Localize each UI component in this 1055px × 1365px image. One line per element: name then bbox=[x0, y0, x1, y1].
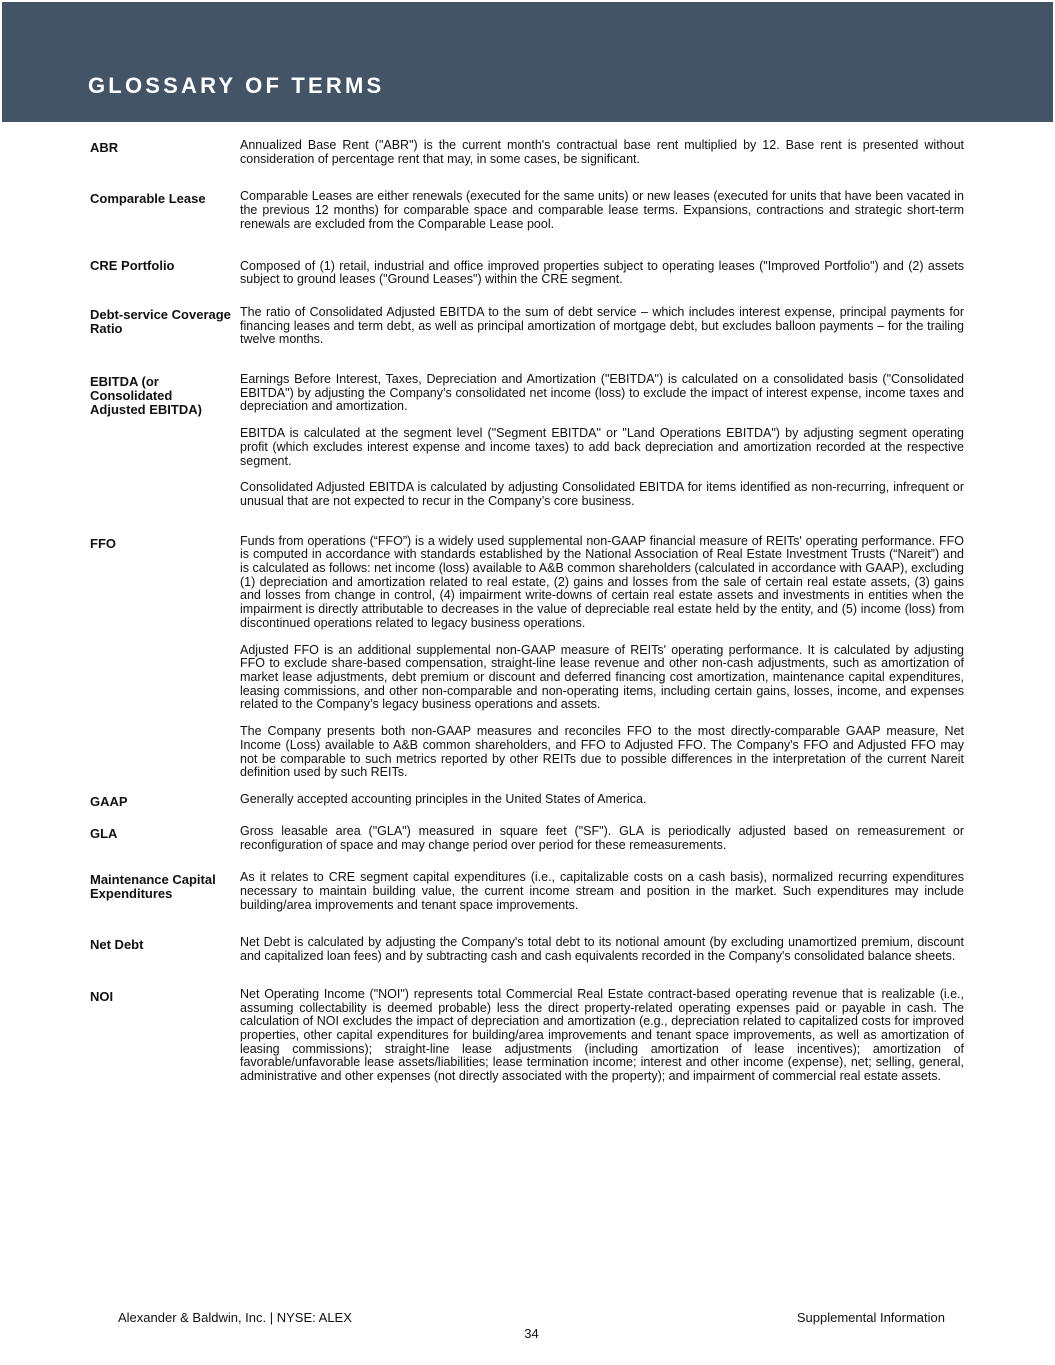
glossary-entry-net-debt bbox=[90, 936, 964, 963]
page-header bbox=[2, 2, 1053, 122]
glossary-definition bbox=[240, 988, 964, 1084]
definition-paragraph: The ratio of Consolidated Adjusted EBITDA to the sum of debt service – which includes interest expense, principal payments for financing leases and term debt, as well as principal amortization of mortgage debt, but excludes balloon payments – for the trailing twelve months. bbox=[240, 304, 964, 347]
glossary-term: FFO bbox=[90, 535, 116, 551]
definition-paragraph: EBITDA is calculated at the segment level ("Segment EBITDA" or "Land Operations EBITDA") by adjusting segment operating profit (which excludes interest expense and income taxes) to add back depreciation and amortization recorded at the respective segment. bbox=[240, 426, 964, 468]
glossary-definition bbox=[240, 139, 964, 166]
definition-paragraph: Net Debt is calculated by adjusting the Company's total debt to its notional amount (by excluding unamortized premium, discount and capitalized loan fees) and by subtracting cash and cash equivalents recorded in the Company's consolidated balance sheets. bbox=[240, 935, 964, 964]
glossary-entry-noi bbox=[90, 988, 964, 1084]
definition-paragraph: Annualized Base Rent ("ABR") is the current month's contractual base rent multiplied by 12. Base rent is presented without consideration of percentage rent that may, in some cases, be significant. bbox=[240, 138, 964, 166]
glossary-entry-maintenance-capital-expenditures bbox=[90, 871, 964, 912]
glossary-definition bbox=[240, 535, 964, 780]
glossary-entry-cre-portfolio bbox=[90, 257, 964, 287]
glossary-entry-ffo bbox=[90, 535, 964, 780]
definition-paragraph: Gross leasable area ("GLA") measured in square feet ("SF"). GLA is periodically adjusted based on remeasurement or reconfiguration of space and may change period over period for these remeasurements. bbox=[240, 823, 964, 852]
glossary-definition bbox=[240, 373, 964, 509]
glossary-list bbox=[90, 139, 964, 1084]
definition-paragraph: Generally accepted accounting principles in the United States of America. bbox=[240, 791, 647, 806]
glossary-entry-debt-service-coverage-ratio bbox=[90, 306, 964, 347]
glossary-term: EBITDA (or Consolidated Adjusted EBITDA) bbox=[90, 374, 202, 418]
glossary-definition bbox=[240, 871, 964, 912]
glossary-term: Comparable Lease bbox=[90, 191, 206, 207]
glossary-term: GLA bbox=[90, 825, 118, 841]
definition-paragraph: The Company presents both non-GAAP measures and reconciles FFO to the most directly-comparable GAAP measure, Net Income (Loss) available to A&B common shareholders, and FFO to Adjusted FFO. The Company's FFO and Adjusted FFO may not be comparable to such metrics reported by other REITs due to possible differences in the interpretation of the current Nareit definition used by such REITs. bbox=[240, 724, 964, 780]
definition-paragraph: Composed of (1) retail, industrial and office improved properties subject to operating leases ("Improved Portfolio") and (2) assets subject to ground leases ("Ground Leases") within the CRE segment. bbox=[240, 258, 964, 287]
glossary-entry-abr bbox=[90, 139, 964, 166]
glossary-term: ABR bbox=[90, 140, 119, 155]
definition-paragraph: Earnings Before Interest, Taxes, Depreciation and Amortization ("EBITDA") is calculated on a consolidated basis ("Consolidated EBITDA") by adjusting the Company’s consolidated net income (loss) to exclude the impact of interest expense, income taxes and depreciation and amortization. bbox=[240, 372, 964, 414]
glossary-definition bbox=[240, 825, 964, 852]
footer-section: Supplemental Information bbox=[796, 1310, 945, 1325]
glossary-definition bbox=[240, 793, 964, 807]
glossary-entry-ebitda bbox=[90, 373, 964, 509]
definition-paragraph: Comparable Leases are either renewals (executed for the same units) or new leases (executed for units that have been vacated in the previous 12 months) for comparable space and comparable lease terms. Expansions, contractions and strategic short-term renewals are excluded from the Comparable Lease pool. bbox=[240, 189, 964, 231]
glossary-definition bbox=[240, 936, 964, 963]
glossary-definition bbox=[240, 257, 964, 287]
glossary-term: NOI bbox=[90, 988, 114, 1004]
definition-paragraph: Consolidated Adjusted EBITDA is calculated by adjusting Consolidated EBITDA for items identified as non-recurring, infrequent or unusual that are not expected to recur in the Company’s core business. bbox=[240, 480, 964, 508]
glossary-definition bbox=[240, 306, 964, 347]
page-number: 34 bbox=[524, 1326, 539, 1341]
glossary-term: Debt-service Coverage Ratio bbox=[90, 306, 231, 336]
glossary-term: CRE Portfolio bbox=[90, 257, 175, 273]
definition-paragraph: As it relates to CRE segment capital expenditures (i.e., capitalizable costs on a cash basis), normalized recurring expenditures necessary to maintain building value, the current income stream and position in the market. Such expenditures may include building/area improvements and tenant space improvements. bbox=[240, 870, 964, 912]
glossary-term: Maintenance Capital Expenditures bbox=[90, 872, 216, 902]
definition-paragraph: Net Operating Income ("NOI") represents total Commercial Real Estate contract-based operating revenue that is realizable (i.e., assuming collectability is deemed probable) less the direct property-related operating expenses paid or payable in cash. The calculation of NOI excludes the impact of depreciation and amortization (e.g., depreciation related to capitalized costs for improved properties, other capital expenditures for building/area improvements and tenant space improvements, as well as amortization of leasing commissions); straight-line lease adjustments (including amortization of lease incentives); amortization of favorable/unfavorable lease assets/liabilities; lease termination income; interest and other income (expense), net; selling, general, administrative and other expenses (not directly associated with the property); and impairment of commercial real estate assets. bbox=[240, 986, 964, 1084]
glossary-definition bbox=[240, 190, 964, 231]
footer-company: Alexander & Baldwin, Inc. | NYSE: ALEX bbox=[118, 1310, 352, 1325]
glossary-entry-gaap bbox=[90, 793, 964, 809]
glossary-term: Net Debt bbox=[90, 937, 144, 953]
glossary-entry-comparable-lease bbox=[90, 190, 964, 231]
definition-paragraph: Adjusted FFO is an additional supplemental non-GAAP measure of REITs' operating performance. It is calculated by adjusting FFO to exclude share-based compensation, straight-line lease revenue and other non-cash adjustments, such as amortization of market lease adjustments, debt premium or discount and deferred financing cost amortization, maintenance capital expenditures, leasing commissions, and other non-comparable and non-operating items, including certain gains, losses, income, and expenses related to the Company’s legacy business operations and assets. bbox=[240, 642, 964, 712]
page-title: GLOSSARY OF TERMS bbox=[88, 73, 385, 98]
definition-paragraph: Funds from operations (“FFO”) is a widely used supplemental non-GAAP financial measure of REITs' operating performance. FFO is computed in accordance with standards established by the National Association of Real Estate Investment Trusts (“Nareit”) and is calculated as follows: net income (loss) available to A&B common shareholders (calculated in accordance with GAAP), excluding (1) depreciation and amortization related to real estate, (2) gains and losses from the sale of certain real estate assets, (3) gains and losses from change in control, (4) impairment write-downs of certain real estate assets and investments in entities when the impairment is directly attributable to decreases in the value of depreciable real estate held by the entity, and (5) income (loss) from discontinued operations related to legacy business operations. bbox=[240, 533, 964, 630]
glossary-term: GAAP bbox=[90, 793, 128, 809]
glossary-entry-gla bbox=[90, 825, 964, 852]
